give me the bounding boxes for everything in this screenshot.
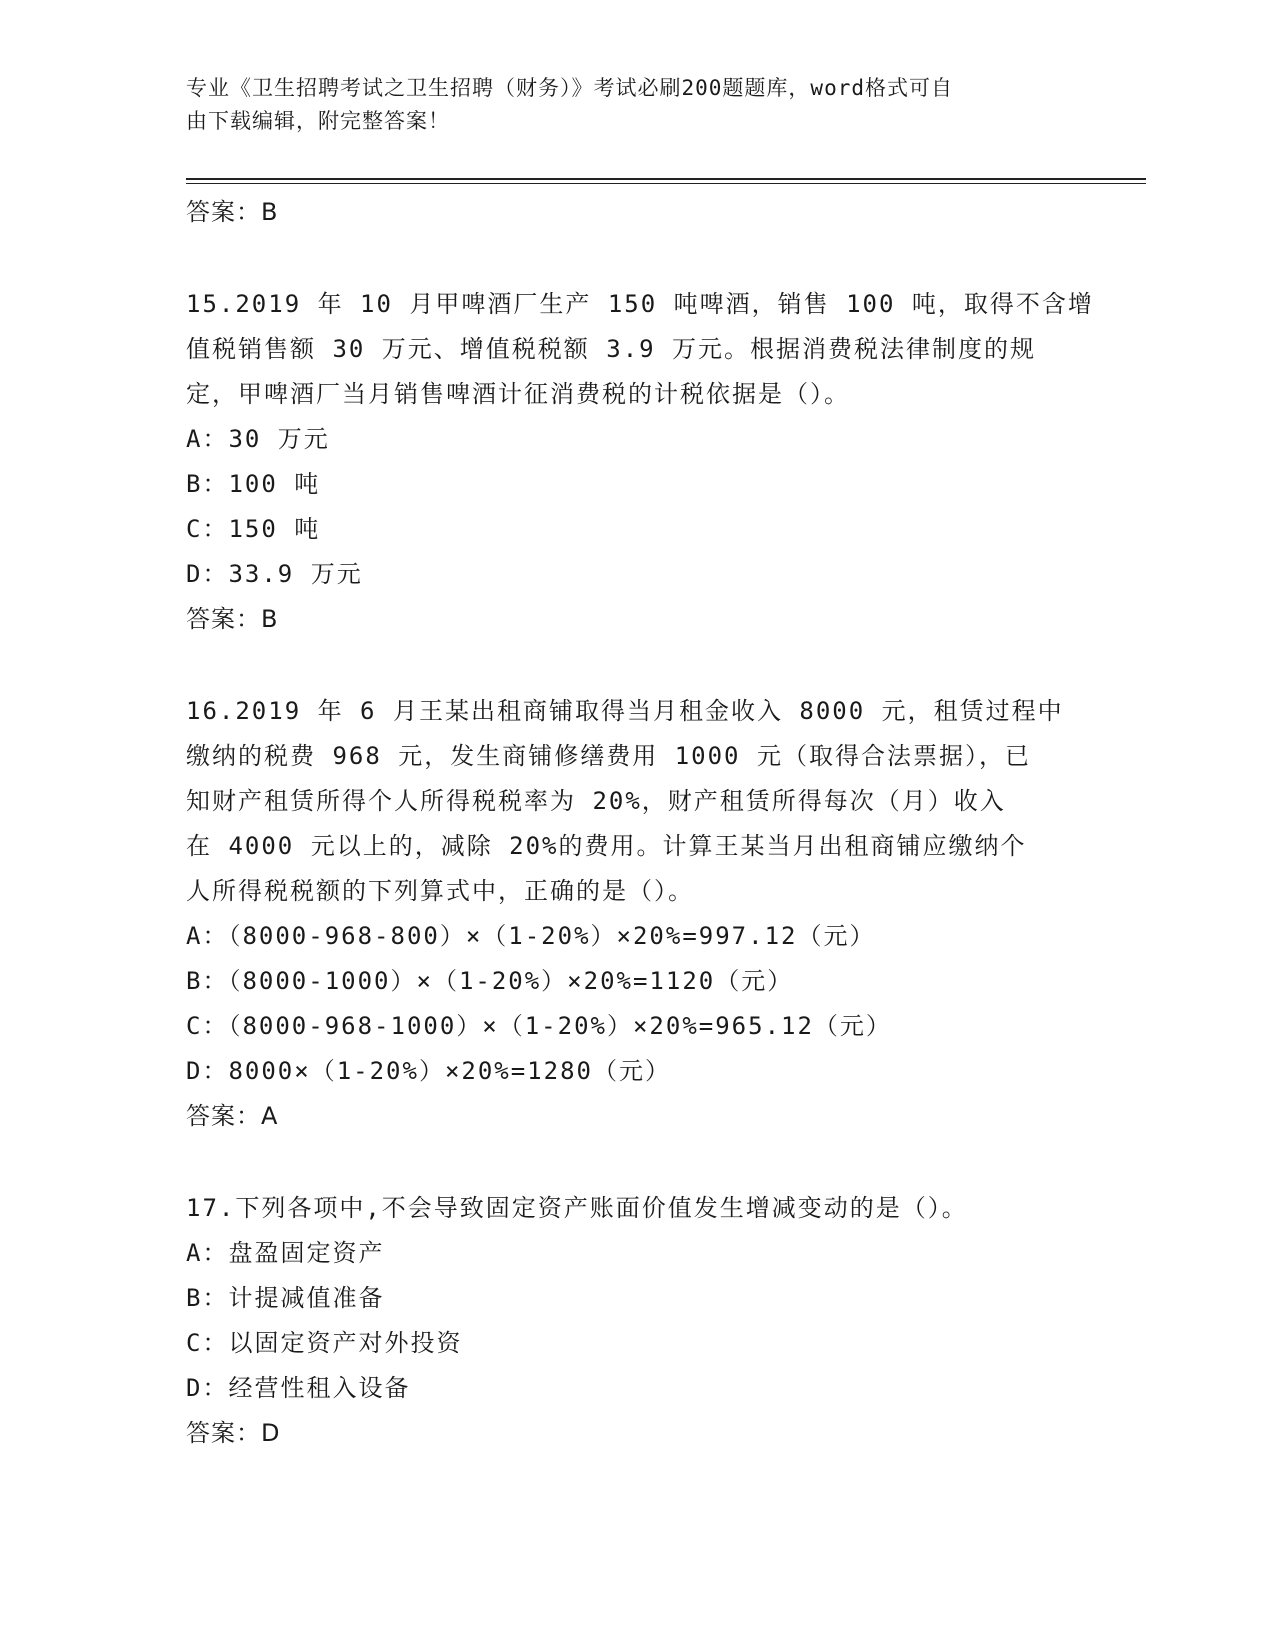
question-stem-line: 16.2019 年 6 月王某出租商铺取得当月租金收入 8000 元，租赁过程中	[186, 697, 1064, 725]
spacer	[186, 1139, 1086, 1186]
option-c: C：以固定资产对外投资	[186, 1329, 463, 1357]
header-line-2: 由下载编辑，附完整答案！	[186, 109, 450, 133]
answer: 答案：A	[186, 1102, 279, 1130]
header-line-1: 专业《卫生招聘考试之卫生招聘（财务）》考试必刷200题题库，word格式可自	[186, 76, 953, 100]
option-a: A：（8000-968-800）×（1-20%）×20%=997.12（元）	[186, 922, 876, 950]
option-c: C：（8000-968-1000）×（1-20%）×20%=965.12（元）	[186, 1012, 892, 1040]
document-body	[186, 190, 1094, 1456]
option-a: A：30 万元	[186, 425, 330, 453]
question-stem-line: 17.下列各项中,不会导致固定资产账面价值发生增减变动的是（）。	[186, 1194, 968, 1222]
option-d: D：经营性租入设备	[186, 1374, 411, 1402]
question-16	[186, 689, 1086, 1139]
option-a: A：盘盈固定资产	[186, 1239, 385, 1267]
question-stem-line: 在 4000 元以上的，减除 20%的费用。计算王某当月出租商铺应缴纳个	[186, 832, 1027, 860]
previous-answer: 答案：B	[186, 198, 279, 226]
document-header	[186, 72, 1066, 138]
question-stem-line: 定，甲啤酒厂当月销售啤酒计征消费税的计税依据是（）。	[186, 380, 850, 408]
question-15	[186, 282, 1094, 642]
header-divider-thick	[186, 178, 1146, 180]
option-d: D：8000×（1-20%）×20%=1280（元）	[186, 1057, 671, 1085]
question-stem-line: 15.2019 年 10 月甲啤酒厂生产 150 吨啤酒，销售 100 吨，取得不含增	[186, 290, 1094, 318]
question-stem-line: 值税销售额 30 万元、增值税税额 3.9 万元。根据消费税法律制度的规	[186, 335, 1037, 363]
question-stem-line: 知财产租赁所得个人所得税税率为 20%，财产租赁所得每次（月）收入	[186, 787, 1006, 815]
answer: 答案：D	[186, 1419, 281, 1447]
answer: 答案：B	[186, 605, 279, 633]
spacer	[186, 642, 1086, 689]
option-c: C：150 吨	[186, 515, 321, 543]
question-17	[186, 1186, 1086, 1456]
option-b: B：计提减值准备	[186, 1284, 385, 1312]
option-d: D：33.9 万元	[186, 560, 363, 588]
question-stem-line: 人所得税税额的下列算式中，正确的是（）。	[186, 877, 694, 905]
header-divider-thin	[186, 183, 1146, 184]
option-b: B：100 吨	[186, 470, 321, 498]
spacer	[186, 235, 1086, 282]
option-b: B：（8000-1000）×（1-20%）×20%=1120（元）	[186, 967, 794, 995]
question-stem-line: 缴纳的税费 968 元，发生商铺修缮费用 1000 元（取得合法票据），已	[186, 742, 1031, 770]
